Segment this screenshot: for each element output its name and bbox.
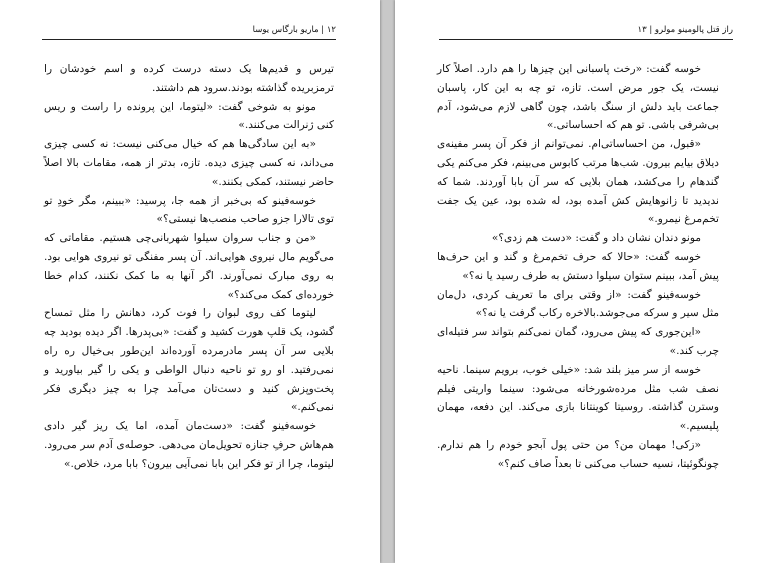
left-page — [0, 0, 380, 563]
paragraph: خوسه گفت: «رخت پاسبانی این چیزها را هم دارد. اصلاً کار نیست، یک جور مرض است. تازه، تو چه به این کار، پاسبان جماعت باید دلش از سنگ باشد، چون گاهی لازم می‌شود، آدم بی‌شرفی باشی. تو هم که احساساتی.» — [437, 63, 719, 132]
paragraph: «قبول، من احساساتی‌ام. نمی‌توانم از فکر آن پسر مفینه‌ی دیلاق بیایم بیرون. شب‌ها مرتب کابوس می‌بینم، فکر می‌کنم یکی گندهام را می‌کشد، همان بلایی که سر آن بابا آوردند. شما که ندیدید تا زانوهایش کش آمده بود، له شده بود، عین یک جفت تخم‌مرغ نیمرو.» — [437, 138, 719, 226]
paragraph: خوسه‌فینو گفت: «دست‌مان آمده، اما یک ریز گیر دادی هم‌هاش حرفِ جنازه تحویل‌مان می‌دهی. حوصله‌ی آدم سر می‌رود. لیتوما، چرا از تو فکر این بابا نمی‌آیی بیرون؟ بابا مرد، خلاص.» — [44, 420, 334, 470]
paragraph: لیتوما کف روی لبوان را فوت کرد، دهانش را مثل تمساح گشود، یک قلپ هورت کشید و گفت: «بی‌پدرها. اگر دیده بودید چه بلایی سر آن پسر مادرمرده آورده‌اند این‌طور بی‌خیال ره راه نمی‌رفتید. او رو تو ناحیه دنبال الواطی و یکی را گیر بیاورید و پخت‌وپزش کنید و دست‌تان می‌آمد چرا به چیز دیگری فکر نمی‌کنم.» — [44, 307, 334, 414]
page-body — [437, 60, 719, 474]
paragraph: خوسه‌فینو گفت: «از وقتی برای ما تعریف کردی، دل‌مان مثل سیر و سرکه می‌جوشد.بالاخره رکاب گرفت یا نه؟» — [437, 288, 719, 320]
running-head: ۱۲ | ماریو بارگاس یوسا — [42, 24, 336, 40]
paragraph: «این‌جوری که پیش می‌رود، گمان نمی‌کنم بتواند سر فتیله‌ای چرب کند.» — [437, 326, 719, 357]
paragraph: «به این سادگی‌ها هم که خیال می‌کنی نیست: نه کسی چیزی می‌داند، نه کسی چیزی دیده. تازه، بدتر از همه، مقامات بالا اصلاً حاضر نیستند، کمکی بکنند.» — [44, 138, 334, 188]
paragraph: تیرس و قدیم‌ها یک دسته درست کرده و اسم خودشان را ترمزبریده گذاشته بودند.سرود هم داشتند. — [44, 63, 334, 94]
paragraph: خوسه از سر میز بلند شد: «خیلی خوب، برویم سینما. ناحیه نصف شب مثل مرده‌شورخانه می‌شود: سینما واریتی فیلم وسترن گذاشته. روسیتا کوینتانا بازی می‌کند. این دفعه، مهمان پلیسیم.» — [437, 363, 719, 433]
paragraph: «زکی! مهمان من؟ من حتی پول آبجو خودم را هم ندارم. چونگوئیتا، نسیه حساب می‌کنی تا بعداً صاف کنم؟» — [437, 438, 719, 470]
running-head: راز قتل پالومینو مولرو | ۱۳ — [439, 24, 733, 40]
paragraph: «من و جناب سروان سیلوا شهربانی‌چی هستیم. مقاماتی که می‌گویم مال نیروی هوایی‌اند. آن پسر مفنگی تو نیروی هوایی بود. به روی مبارک نمی‌آورند. اگر آنها به ما کمک نکنند، کدام خطا خورده‌ای کمک می‌کند؟» — [44, 232, 334, 301]
paragraph: خوسه گفت: «حالا که حرف تخم‌مرغ و گند و این حرف‌ها پیش آمد، ببینم ستوان سیلوا دستش به طرف رسید یا نه؟» — [437, 250, 719, 282]
paragraph: مونو به شوخی گفت: «لیتوما، این پرونده را راست و ریس کنی ژنرالت می‌کنند.» — [44, 100, 334, 132]
paragraph: مونو دندان نشان داد و گفت: «دست هم زدی؟» — [491, 232, 701, 245]
paragraph: خوسه‌فینو که بی‌خبر از همه جا، پرسید: «ببینم، مگر خودِ تو توی تالارا جزو صاحب منصب‌ها نیستی؟» — [44, 194, 334, 226]
page-body — [44, 60, 334, 474]
right-page — [395, 0, 775, 563]
